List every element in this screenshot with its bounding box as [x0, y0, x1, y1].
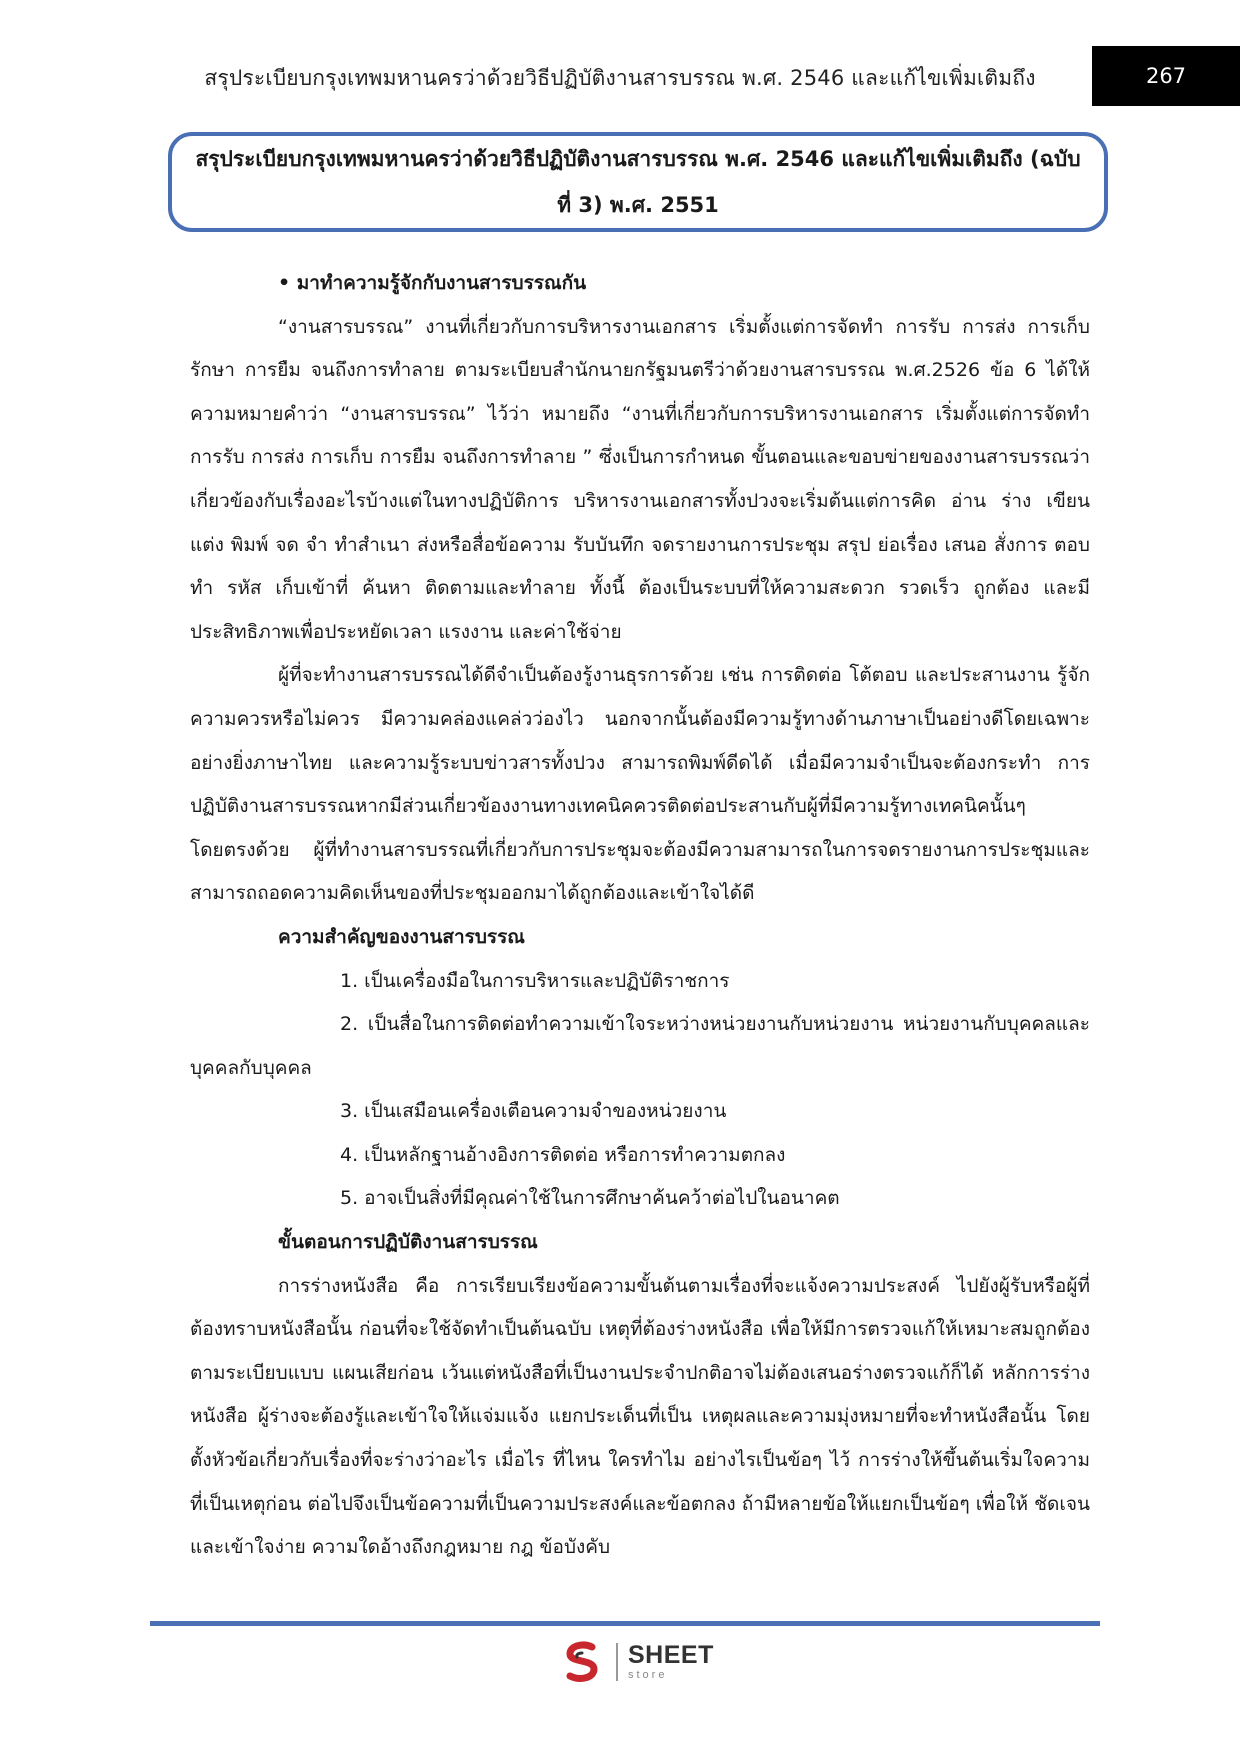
document-body	[190, 262, 1090, 1570]
list-item: 2. เป็นสื่อในการติดต่อทำความเข้าใจระหว่างหน่วยงานกับหน่วยงาน หน่วยงานกับบุคคลและบุคคลกับบุคคล	[190, 1013, 1090, 1079]
logo-subword: store	[628, 1669, 668, 1681]
paragraph: ผู้ที่จะทำงานสารบรรณได้ดีจำเป็นต้องรู้งานธุรการด้วย เช่น การติดต่อ โต้ตอบ และประสานงาน รู้จักความควรหรือไม่ควร มีความคล่องแคล่วว่องไว นอกจากนั้นต้องมีความรู้ทางด้านภาษาเป็นอย่างดีโดยเฉพาะอย่างยิ่งภาษาไทย และความรู้ระบบข่าวสารทั้งปวง สามารถพิมพ์ดีดได้ เมื่อมีความจำเป็นจะต้องกระทำ การปฏิบัติงานสารบรรณหากมีส่วนเกี่ยวข้องงานทางเทคนิคควรติดต่อประสานกับผู้ที่มีความรู้ทางเทคนิคนั้นๆ โดยตรงด้วย ผู้ที่ทำงานสารบรรณที่เกี่ยวกับการประชุมจะต้องมีความสามารถในการจดรายงานการประชุมและสามารถถอดความคิดเห็นของที่ประชุมออกมาได้ถูกต้องและเข้าใจได้ดี	[190, 664, 1090, 905]
title-box	[168, 132, 1108, 232]
logo-word: SHEET	[628, 1641, 714, 1669]
sheet-store-logo	[560, 1638, 714, 1686]
section-heading-importance: ความสำคัญของงานสารบรรณ	[278, 925, 525, 948]
section-heading-steps: ขั้นตอนการปฏิบัติงานสารบรรณ	[278, 1231, 538, 1254]
list-item: 4. เป็นหลักฐานอ้างอิงการติดต่อ หรือการทำความตกลง	[340, 1143, 786, 1166]
page-number: 267	[1092, 46, 1240, 106]
list-item: 5. อาจเป็นสิ่งที่มีคุณค่าใช้ในการศึกษาค้นคว้าต่อไปในอนาคต	[340, 1187, 840, 1210]
running-header: สรุประเบียบกรุงเทพมหานครว่าด้วยวิธีปฏิบัติงานสารบรรณ พ.ศ. 2546 และแก้ไขเพิ่มเติมถึง	[204, 66, 1036, 90]
sheet-store-logo-icon	[560, 1639, 606, 1685]
list-item: 3. เป็นเสมือนเครื่องเตือนความจำของหน่วยงาน	[340, 1100, 727, 1123]
logo-text	[628, 1643, 714, 1681]
paragraph: “งานสารบรรณ” งานที่เกี่ยวกับการบริหารงานเอกสาร เริ่มตั้งแต่การจัดทำ การรับ การส่ง การเก็บรักษา การยืม จนถึงการทำลาย ตามระเบียบสำนักนายกรัฐมนตรีว่าด้วยงานสารบรรณ พ.ศ.2526 ข้อ 6 ได้ให้ ความหมายคำว่า “งานสารบรรณ” ไว้ว่า หมายถึง “งานที่เกี่ยวกับการบริหารงานเอกสาร เริ่มตั้งแต่การจัดทำ การรับ การส่ง การเก็บ การยืม จนถึงการทำลาย ” ซึ่งเป็นการกำหนด ขั้นตอนและขอบข่ายของงานสารบรรณว่าเกี่ยวข้องกับเรื่องอะไรบ้างแต่ในทางปฏิบัติการ บริหารงานเอกสารทั้งปวงจะเริ่มต้นแต่การคิด อ่าน ร่าง เขียน แต่ง พิมพ์ จด จำ ทำสำเนา ส่งหรือสื่อข้อความ รับบันทึก จดรายงานการประชุม สรุป ย่อเรื่อง เสนอ สั่งการ ตอบ ทำ รหัส เก็บเข้าที่ ค้นหา ติดตามและทำลาย ทั้งนี้ ต้องเป็นระบบที่ให้ความสะดวก รวดเร็ว ถูกต้อง และมีประสิทธิภาพเพื่อประหยัดเวลา แรงงาน และค่าใช้จ่าย	[190, 315, 1090, 643]
list-item: 1. เป็นเครื่องมือในการบริหารและปฏิบัติราชการ	[340, 969, 730, 992]
logo-divider	[616, 1643, 618, 1681]
section-heading-intro: • มาทำความรู้จักกับงานสารบรรณกัน	[278, 272, 587, 294]
paragraph: การร่างหนังสือ คือ การเรียบเรียงข้อความขั้นต้นตามเรื่องที่จะแจ้งความประสงค์ ไปยังผู้รับหรือผู้ที่ต้องทราบหนังสือนั้น ก่อนที่จะใช้จัดทำเป็นต้นฉบับ เหตุที่ต้องร่างหนังสือ เพื่อให้มีการตรวจแก้ให้เหมาะสมถูกต้องตามระเบียบแบบ แผนเสียก่อน เว้นแต่หนังสือที่เป็นงานประจำปกติอาจไม่ต้องเสนอร่างตรวจแก้ก็ได้ หลักการร่างหนังสือ ผู้ร่างจะต้องรู้และเข้าใจให้แจ่มแจ้ง แยกประเด็นที่เป็น เหตุผลและความมุ่งหมายที่จะทำหนังสือนั้น โดยตั้งหัวข้อเกี่ยวกับเรื่องที่จะร่างว่าอะไร เมื่อไร ที่ไหน ใครทำไม อย่างไรเป็นข้อๆ ไว้ การร่างให้ขึ้นต้นเริ่มใจความที่เป็นเหตุก่อน ต่อไปจึงเป็นข้อความที่เป็นความประสงค์และข้อตกลง ถ้ามีหลายข้อให้แยกเป็นข้อๆ เพื่อให้ ชัดเจนและเข้าใจง่าย ความใดอ้างถึงกฎหมาย กฎ ข้อบังคับ	[190, 1274, 1090, 1559]
footer-rule	[150, 1621, 1100, 1626]
document-title: สรุประเบียบกรุงเทพมหานครว่าด้วยวิธีปฏิบัติงานสารบรรณ พ.ศ. 2546 และแก้ไขเพิ่มเติมถึง (ฉบับที่ 3) พ.ศ. 2551	[195, 147, 1081, 217]
